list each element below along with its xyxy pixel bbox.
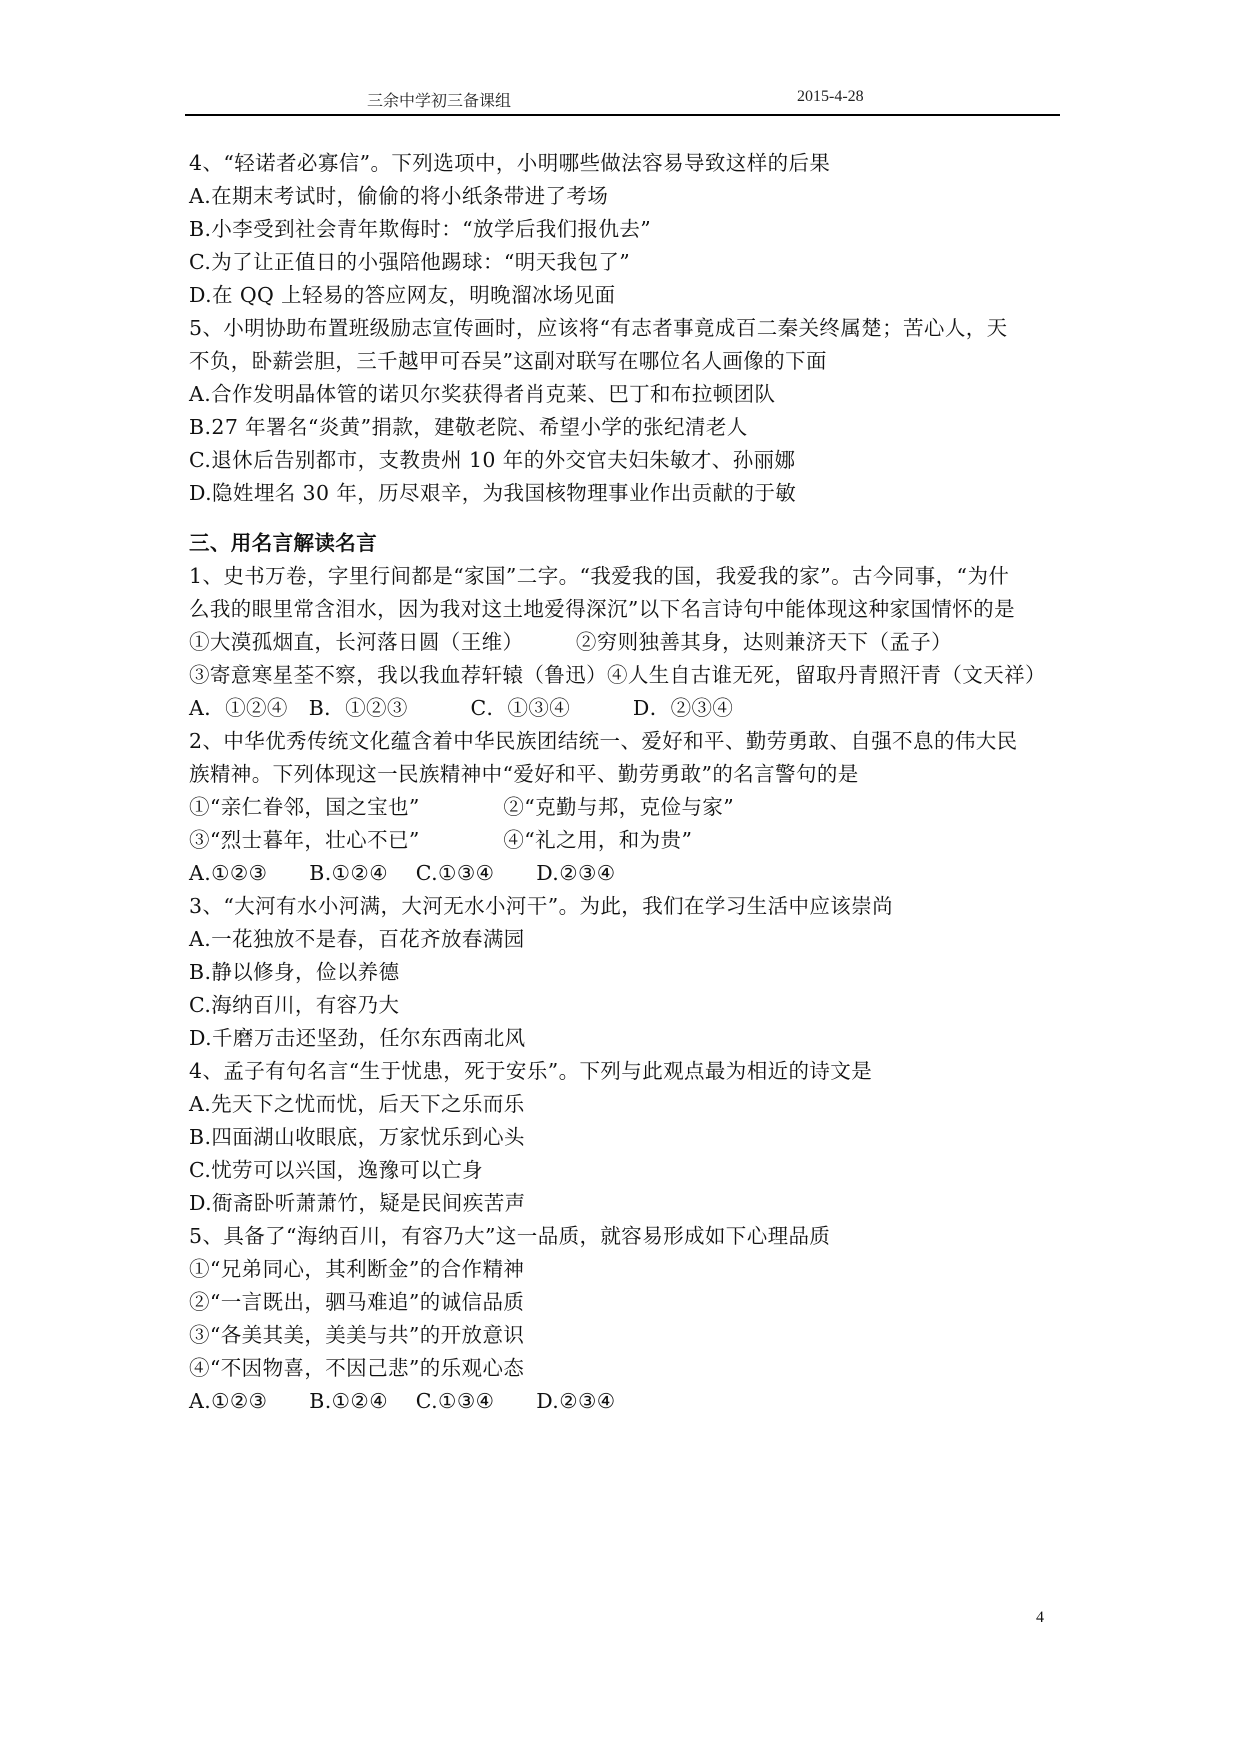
question-block — [189, 725, 1049, 890]
question-block — [189, 890, 1049, 1055]
answer-option: B.四面湖山收眼底，万家忧乐到心头 — [189, 1125, 525, 1149]
page-number: 4 — [1036, 1609, 1044, 1626]
answer-options: A.①②③ B.①②④ C.①③④ D.②③④ — [189, 861, 616, 885]
answer-option: C.退休后告别都市，支教贵州 10 年的外交官夫妇朱敏才、孙丽娜 — [189, 448, 796, 472]
answer-option: D.衙斋卧听萧萧竹，疑是民间疾苦声 — [189, 1191, 526, 1215]
question-stem: 5、小明协助布置班级励志宣传画时，应该将“有志者事竟成百二秦关终属楚；苦心人，天 — [189, 316, 1008, 340]
header-date: 2015-4-28 — [797, 88, 864, 105]
answer-option: D.千磨万击还坚劲，任尔东西南北风 — [189, 1026, 526, 1050]
answer-option: B.27 年署名“炎黄”捐款，建敬老院、希望小学的张纪清老人 — [189, 415, 748, 439]
question-item: ②“一言既出，驷马难追”的诚信品质 — [189, 1290, 525, 1314]
question-item: ①大漠孤烟直，长河落日圆（王维） ②穷则独善其身，达则兼济天下（孟子） — [189, 630, 953, 654]
question-item: ①“亲仁眷邻，国之宝也” ②“克勤与邦，克俭与家” — [189, 795, 735, 819]
answer-option: A.合作发明晶体管的诺贝尔奖获得者肖克莱、巴丁和布拉顿团队 — [189, 382, 776, 406]
question-item: ④“不因物喜，不因己悲”的乐观心态 — [189, 1356, 525, 1380]
question-stem: 族精神。下列体现这一民族精神中“爱好和平、勤劳勇敢”的名言警句的是 — [189, 762, 859, 786]
answer-option: B.静以修身，俭以养德 — [189, 960, 400, 984]
section-title: 三、用名言解读名言 — [189, 531, 378, 555]
page-header — [185, 88, 1060, 116]
question-block — [189, 312, 1049, 510]
answer-option: A.在期末考试时，偷偷的将小纸条带进了考场 — [189, 184, 609, 208]
question-stem: 4、孟子有句名言“生于忧患，死于安乐”。下列与此观点最为相近的诗文是 — [189, 1059, 873, 1083]
page-content — [189, 147, 1049, 1418]
question-stem: 4、“轻诺者必寡信”。下列选项中，小明哪些做法容易导致这样的后果 — [189, 151, 831, 175]
question-stem: 5、具备了“海纳百川，有容乃大”这一品质，就容易形成如下心理品质 — [189, 1224, 831, 1248]
question-stem: 1、史书万卷，字里行间都是“家国”二字。“我爱我的国，我爱我的家”。古今同事，“为什 — [189, 564, 1010, 588]
question-stem: 2、中华优秀传统文化蕴含着中华民族团结统一、爱好和平、勤劳勇敢、自强不息的伟大民 — [189, 729, 1018, 753]
answer-option: C.为了让正值日的小强陪他踢球：“明天我包了” — [189, 250, 631, 274]
answer-options: A．①②④ B．①②③ C．①③④ D．②③④ — [189, 696, 734, 720]
question-block — [189, 560, 1049, 725]
question-stem: 么我的眼里常含泪水，因为我对这土地爱得深沉”以下名言诗句中能体现这种家国情怀的是 — [189, 597, 1015, 621]
question-item: ①“兄弟同心，其利断金”的合作精神 — [189, 1257, 525, 1281]
header-school: 三余中学初三备课组 — [367, 93, 512, 110]
answer-options: A.①②③ B.①②④ C.①③④ D.②③④ — [189, 1389, 616, 1413]
answer-option: B.小李受到社会青年欺侮时：“放学后我们报仇去” — [189, 217, 652, 241]
question-block — [189, 1220, 1049, 1418]
answer-option: A.先天下之忧而忧，后天下之乐而乐 — [189, 1092, 525, 1116]
answer-option: C.海纳百川，有容乃大 — [189, 993, 400, 1017]
question-block — [189, 1055, 1049, 1220]
answer-option: C.忧劳可以兴国，逸豫可以亡身 — [189, 1158, 483, 1182]
question-stem: 不负，卧薪尝胆，三千越甲可吞吴”这副对联写在哪位名人画像的下面 — [189, 349, 827, 373]
answer-option: D.在 QQ 上轻易的答应网友，明晚溜冰场见面 — [189, 283, 616, 307]
question-stem: 3、“大河有水小河满，大河无水小河干”。为此，我们在学习生活中应该崇尚 — [189, 894, 894, 918]
question-item: ③“烈士暮年，壮心不已” ④“礼之用，和为贵” — [189, 828, 693, 852]
question-item: ③“各美其美，美美与共”的开放意识 — [189, 1323, 525, 1347]
answer-option: A.一花独放不是春，百花齐放春满园 — [189, 927, 525, 951]
question-block — [189, 147, 1049, 312]
answer-option: D.隐姓埋名 30 年，历尽艰辛，为我国核物理事业作出贡献的于敏 — [189, 481, 797, 505]
question-item: ③寄意寒星荃不察，我以我血荐轩辕（鲁迅）④人生自古谁无死，留取丹青照汗青（文天祥） — [189, 663, 1046, 687]
